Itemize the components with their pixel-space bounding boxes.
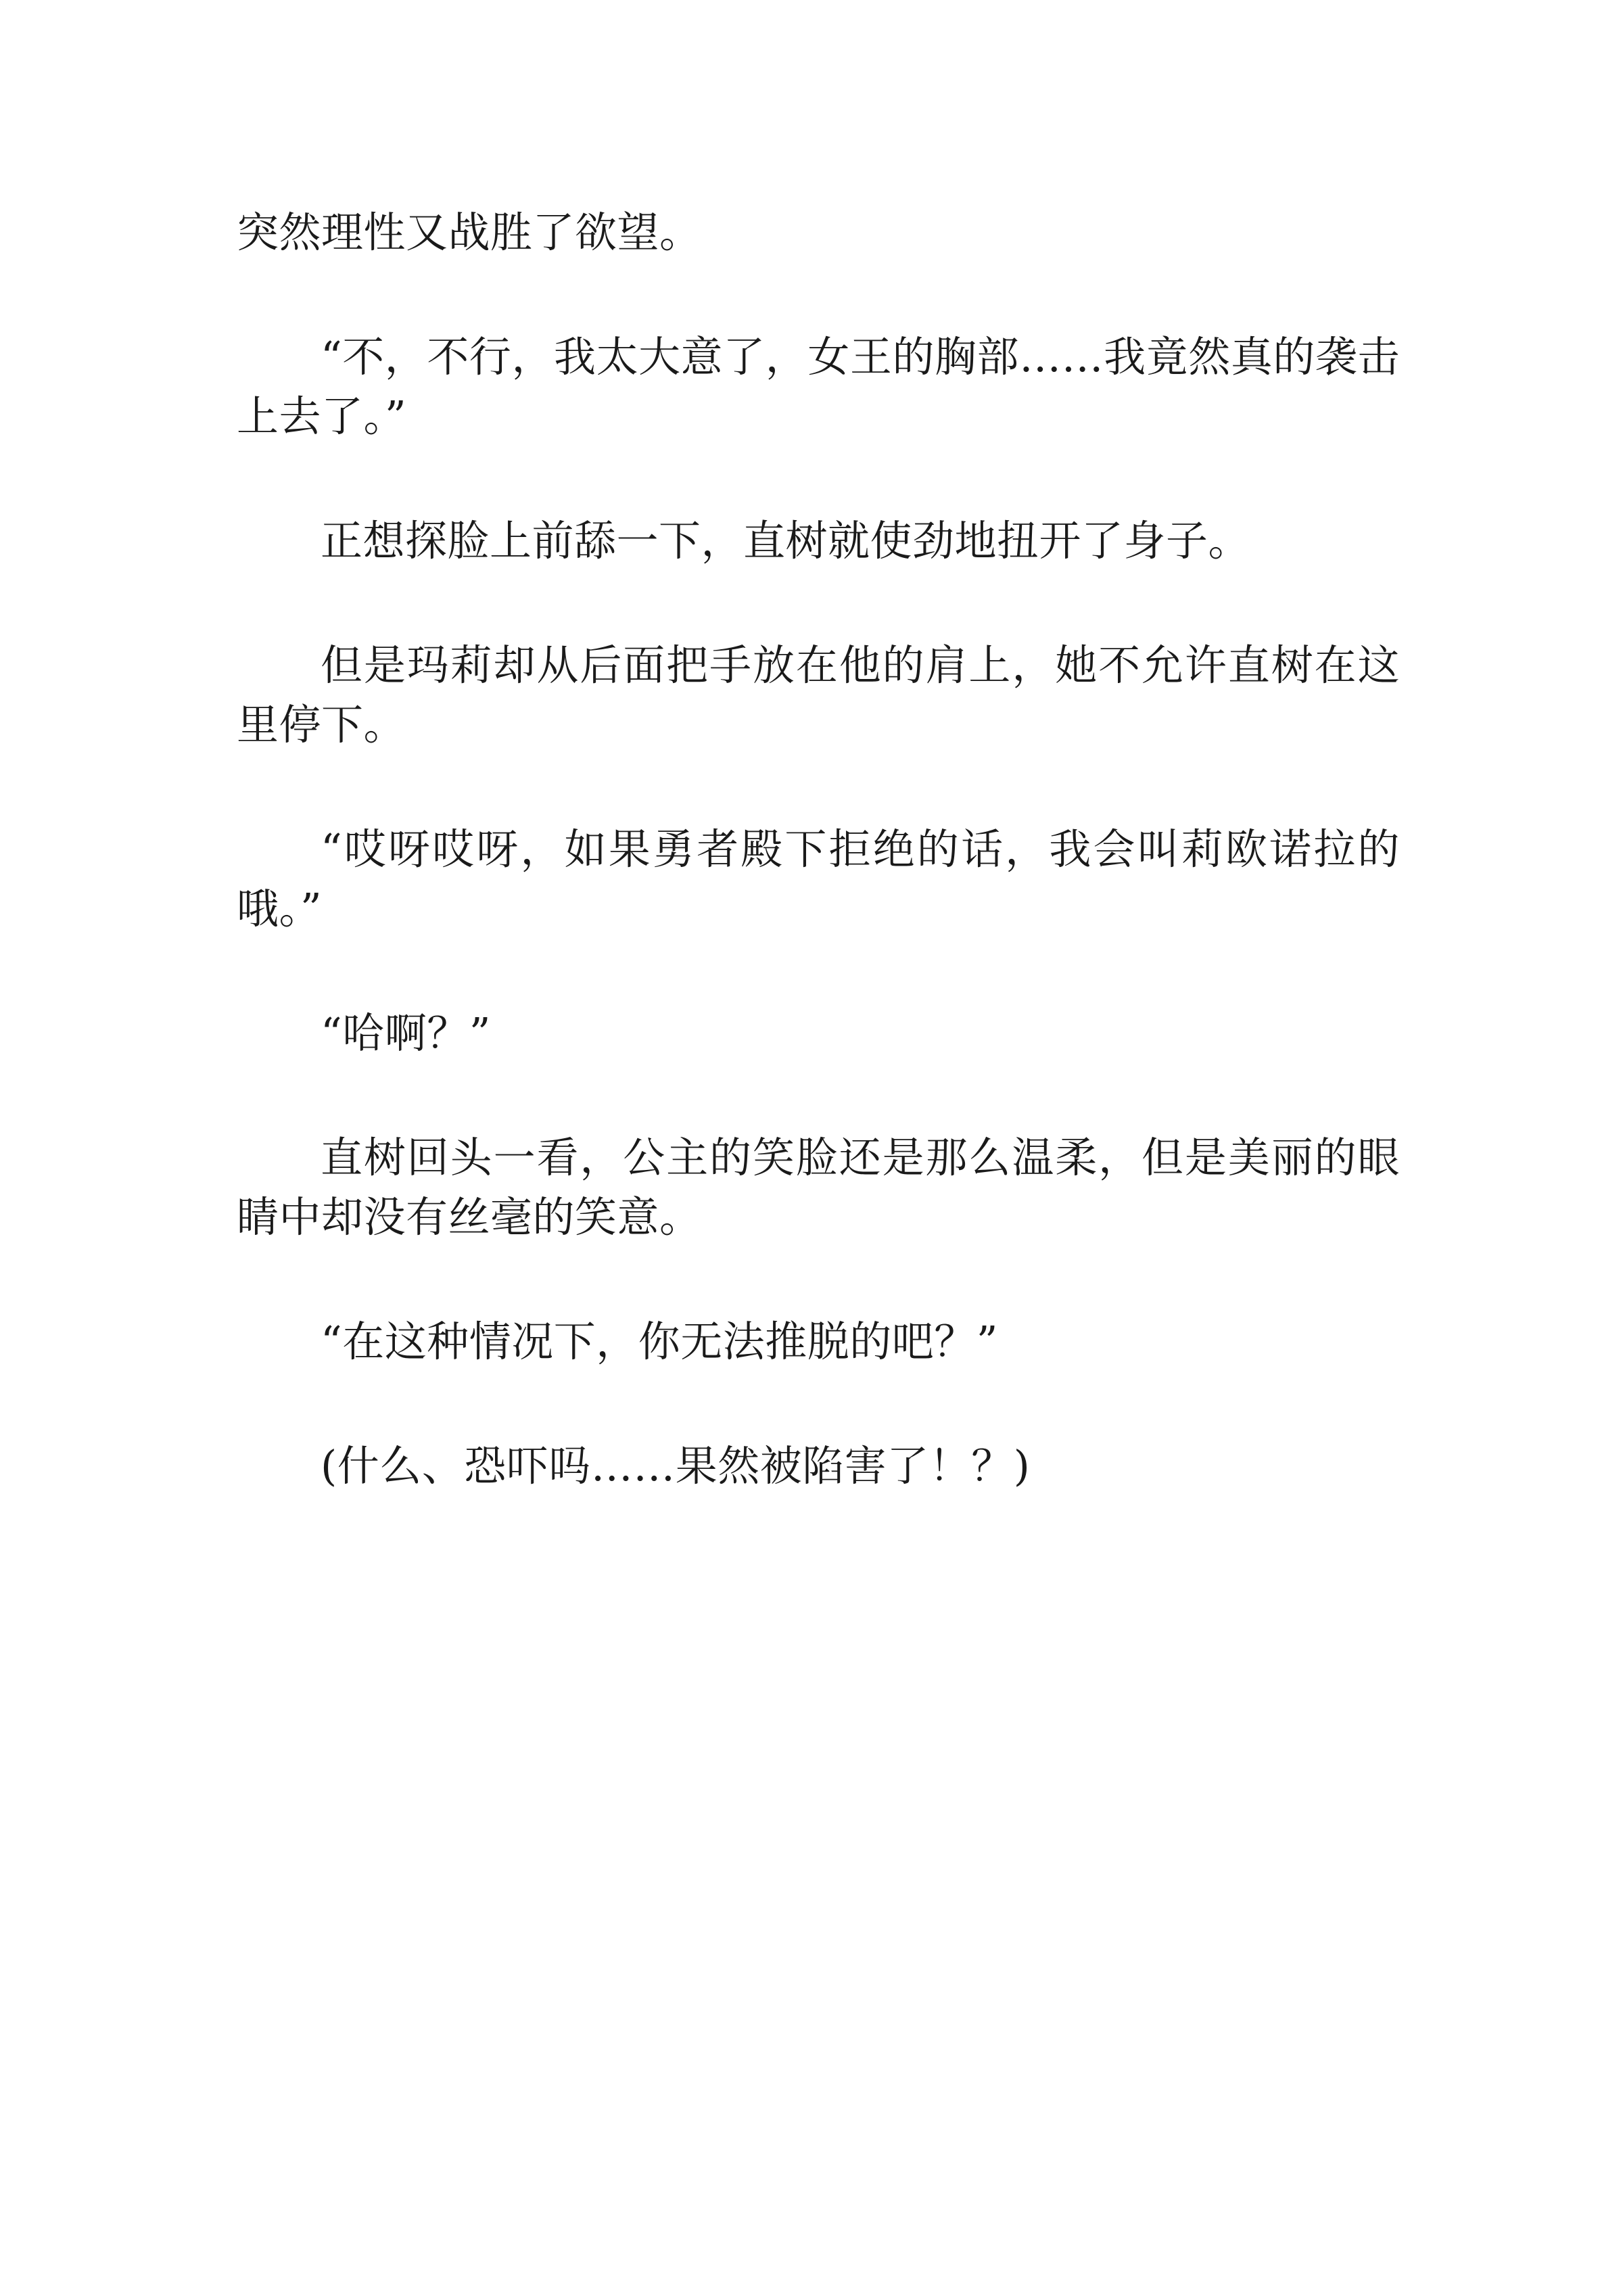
paragraph-3: 正想探脸上前舔一下，直树就使劲地扭开了身子。 — [321, 516, 1251, 566]
paragraph-6: “哈啊？” — [321, 1008, 491, 1058]
document-body — [237, 203, 1400, 1496]
paragraph-5: “哎呀哎呀，如果勇者殿下拒绝的话，我会叫莉欧诺拉的哦。” — [237, 824, 1400, 934]
paragraph-7: 直树回头一看，公主的笑脸还是那么温柔，但是美丽的眼睛中却没有丝毫的笑意。 — [237, 1133, 1400, 1242]
paragraph-4: 但是玛莉却从后面把手放在他的肩上，她不允许直树在这里停下。 — [237, 640, 1400, 750]
paragraph-8: “在这种情况下，你无法推脱的吧？” — [321, 1317, 998, 1367]
paragraph-2: “不，不行，我太大意了，女王的胸部……我竟然真的袭击上去了。” — [237, 332, 1400, 442]
paragraph-9: (什么、恐吓吗……果然被陷害了！？) — [321, 1441, 1031, 1491]
paragraph-1: 突然理性又战胜了欲望。 — [237, 208, 702, 257]
